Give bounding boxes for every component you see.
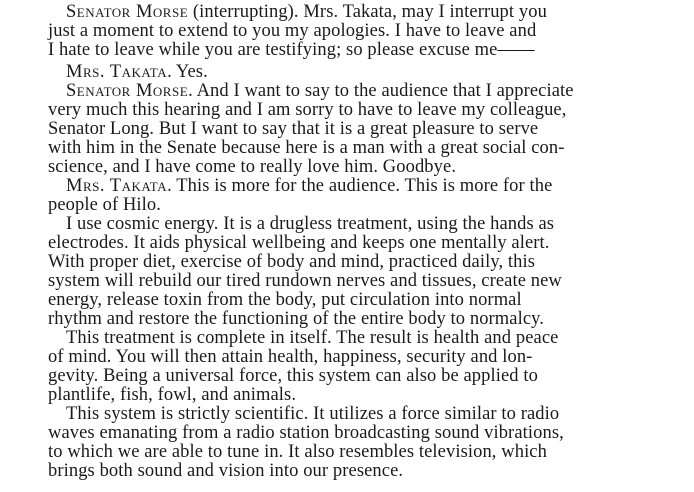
line-text: . And I want to say to the audience that I appreciate — [188, 81, 574, 101]
text-line — [66, 329, 558, 348]
line-text: With proper diet, exercise of body and mind, practiced daily, this — [48, 252, 536, 272]
text-line — [48, 386, 296, 405]
line-text: Senator Long. But I want to say that it is a great pleasure to serve — [48, 119, 539, 139]
speaker-name: Mrs. Takata — [66, 62, 168, 82]
line-text: (interrupting). Mrs. Takata, may I interrupt you — [188, 2, 547, 22]
text-line — [48, 253, 535, 272]
line-text: waves emanating from a radio station broadcasting sound vibrations, — [48, 423, 564, 443]
text-line — [48, 120, 538, 139]
line-text: This system is strictly scientific. It utilizes a force similar to radio — [66, 404, 560, 424]
line-text: just a moment to extend to you my apologies. I have to leave and — [48, 21, 537, 41]
text-line — [48, 291, 522, 310]
text-line — [48, 272, 562, 291]
line-text: science, and I have come to really love him. Goodbye. — [48, 157, 457, 177]
text-line — [48, 234, 550, 253]
text-line — [48, 443, 547, 462]
text-line — [66, 215, 554, 234]
text-line — [48, 367, 538, 386]
line-text: system will rebuild our tired rundown nerves and tissues, create new — [48, 271, 562, 291]
line-text: gevity. Being a universal force, this system can also be applied to — [48, 366, 538, 386]
text-line — [48, 139, 565, 158]
text-line — [48, 41, 535, 60]
line-text: I use cosmic energy. It is a drugless treatment, using the hands as — [66, 214, 555, 234]
line-text: very much this hearing and I am sorry to have to leave my colleague, — [48, 100, 567, 120]
line-text: to which we are able to tune in. It also resembles television, which — [48, 442, 547, 462]
text-line — [48, 424, 564, 443]
speaker-name: Senator Morse — [66, 81, 189, 101]
line-text: This treatment is complete in itself. The result is health and peace — [66, 328, 559, 348]
line-text: brings both sound and vision into our presence. — [48, 461, 404, 481]
text-line — [48, 101, 566, 120]
speaker-name: Senator Morse — [66, 2, 189, 22]
line-text: . This is more for the audience. This is more for the — [167, 176, 553, 196]
text-line — [48, 22, 536, 41]
line-text: rhythm and restore the functioning of the entire body to normalcy. — [48, 309, 545, 329]
speaker-name: Mrs. Takata — [66, 176, 168, 196]
line-text: energy, release toxin from the body, put circulation into normal — [48, 290, 522, 310]
line-text: . Yes. — [167, 62, 208, 82]
text-line — [48, 310, 544, 329]
text-line — [66, 82, 574, 101]
line-text: people of Hilo. — [48, 195, 161, 215]
text-line — [66, 3, 547, 22]
line-text: electrodes. It aids physical wellbeing and keeps one mentally alert. — [48, 233, 550, 253]
line-text: plantlife, fish, fowl, and animals. — [48, 385, 297, 405]
text-line — [48, 158, 456, 177]
text-line — [48, 348, 532, 367]
line-text: I hate to leave while you are testifying; so please excuse me—— — [48, 40, 535, 60]
text-line — [66, 63, 208, 82]
text-line — [66, 405, 559, 424]
line-text: of mind. You will then attain health, happiness, security and lon- — [48, 347, 533, 367]
line-text: with him in the Senate because here is a man with a great social con- — [48, 138, 565, 158]
text-line — [48, 462, 403, 481]
text-line — [66, 177, 552, 196]
text-line — [48, 196, 161, 215]
